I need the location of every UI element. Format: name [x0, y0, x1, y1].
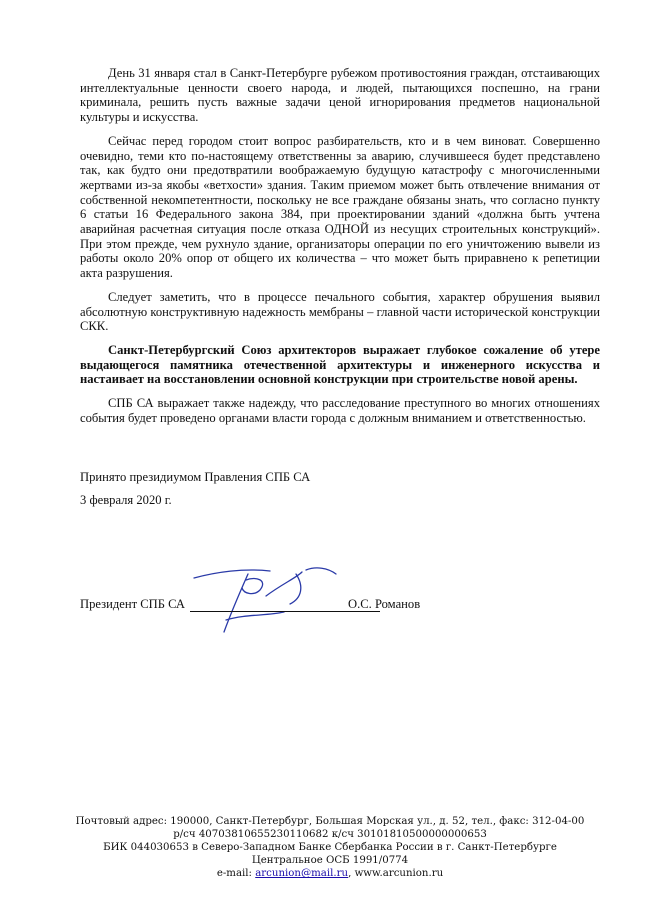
adoption-date: 3 февраля 2020 г.	[80, 493, 172, 507]
paragraph-4-statement: Санкт-Петербургский Союз архитекторов выражает глубокое сожаление об утере выдающегося памятника отечественной архитектуры и инженерного искусства и настаивает на восстановлении основной конструкции при строительстве новой арены.	[80, 342, 600, 387]
signature-row	[80, 597, 600, 617]
footer-branch: Центральное ОСБ 1991/0774	[251, 855, 409, 867]
footer-address: Почтовый адрес: 190000, Санкт-Петербург, Большая Морская ул., д. 52, тел., факс: 312-04-00	[75, 816, 585, 827]
email-link[interactable]: arcunion@mail.ru	[255, 868, 349, 880]
paragraph-1: День 31 января стал в Санкт-Петербурге рубежом противостояния граждан, отстаивающих интеллектуальные ценности своего народа, и людей, пытающихся поспешно, на грани криминала, решить пусть важные задачи ценой игнорирования предметов национальной культуры и искусства.	[80, 66, 600, 125]
president-name: О.С. Романов	[348, 597, 421, 611]
footer-accounts: р/сч 40703810655230110682 к/сч 30101810500000000653	[173, 829, 487, 841]
president-title: Президент СПБ СА	[80, 597, 185, 611]
adoption-block	[80, 466, 310, 512]
paragraph-2: Сейчас перед городом стоит вопрос разбирательств, кто и в чем виноват. Совершенно очевидно, теми кто по-настоящему ответственны за аварию, случившееся будет представлено так, как будто они предотвратили воображаемую будущую катастрофу с многочисленными жертвами из-за якобы «ветхости» здания. Таким приемом может быть отвлечение внимания от собственной некомпетентности, поскольку не все граждане обязаны знать, что согласно пункту 6 статьи 16 Федерального закона 384, при проектировании зданий «должна быть учтена аварийная расчетная ситуация после отказа ОДНОЙ из несущих строительных конструкций». При этом прежде, чем рухнуло здание, организаторы операции по его уничтожению вывели из работы около 20% опор от общего их количества – что может быть приравнено к репетиции акта разрушения.	[80, 133, 600, 281]
footer-contacts	[40, 867, 620, 880]
adoption-line: Принято президиумом Правления СПБ СА	[80, 470, 311, 484]
letterhead-footer	[40, 815, 620, 880]
website-link[interactable]: www.arcunion.ru	[354, 868, 444, 880]
footer-bank: БИК 044030653 в Северо-Западном Банке Сбербанка России в г. Санкт-Петербурге	[103, 842, 557, 854]
letter-body	[80, 66, 600, 434]
paragraph-5: СПБ СА выражает также надежду, что расследование преступного во многих отношениях события будет проведено органами власти города с должным вниманием и ответственностью.	[80, 396, 600, 425]
email-label: e-mail:	[216, 868, 256, 880]
paragraph-3: Следует заметить, что в процессе печального события, характер обрушения выявил абсолютную конструктивную надежность мембраны – главной части исторической конструкции СКК.	[80, 289, 600, 334]
contact-separator: ,	[348, 868, 355, 880]
